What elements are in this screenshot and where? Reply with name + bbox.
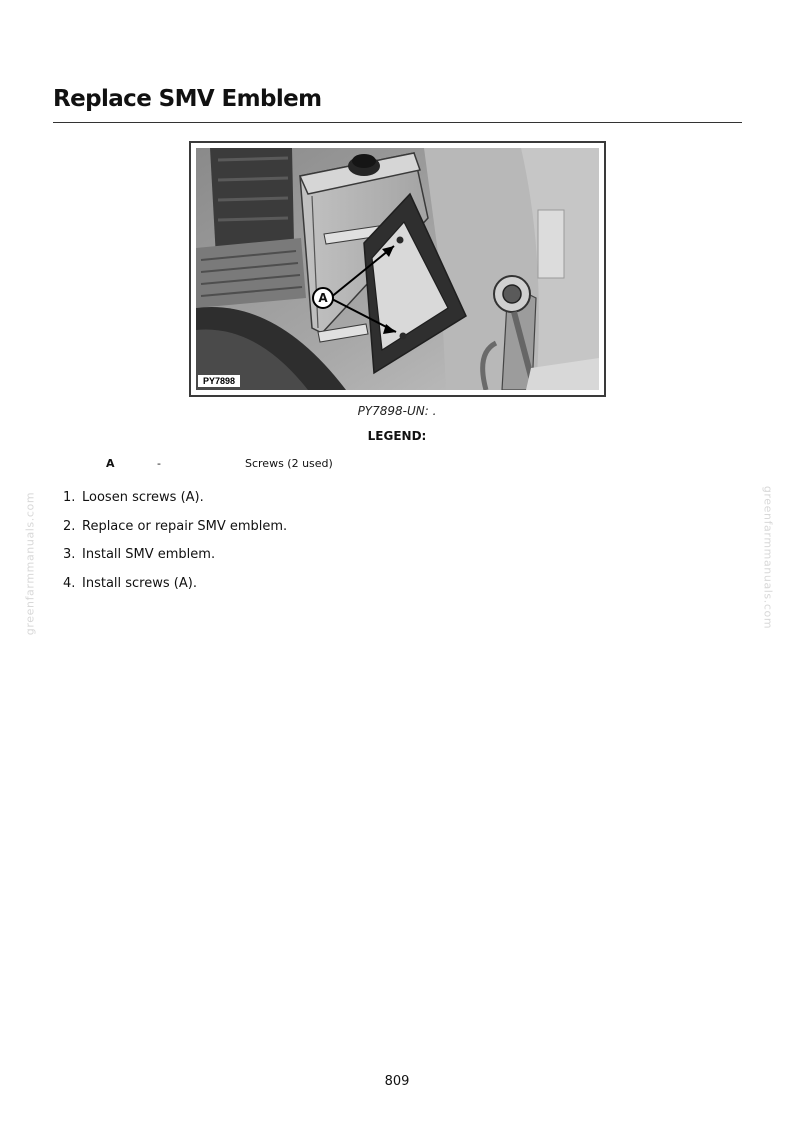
watermark-left: greenfarmmanuals.com bbox=[23, 491, 37, 636]
legend-dash: - bbox=[157, 457, 161, 470]
page-title: Replace SMV Emblem bbox=[53, 86, 322, 112]
step-item bbox=[63, 575, 287, 604]
step-number: 1. bbox=[63, 490, 76, 505]
figure-frame bbox=[189, 141, 606, 397]
step-text: Install screws (A). bbox=[82, 575, 197, 591]
image-id-label: PY7898 bbox=[198, 375, 240, 387]
legend-row bbox=[0, 457, 794, 473]
legend-key: A bbox=[106, 457, 115, 470]
callout-a-circle bbox=[312, 287, 334, 309]
step-text: Replace or repair SMV emblem. bbox=[82, 518, 288, 534]
step-number: 4. bbox=[63, 575, 76, 591]
legend-description: Screws (2 used) bbox=[245, 457, 333, 470]
step-text: Install SMV emblem. bbox=[82, 547, 216, 562]
page-number: 809 bbox=[384, 1074, 410, 1089]
step-item bbox=[63, 518, 287, 547]
step-number: 2. bbox=[63, 518, 76, 534]
legend-heading: LEGEND: bbox=[367, 429, 427, 443]
figure-caption: PY7898-UN: . bbox=[357, 404, 437, 418]
title-divider bbox=[53, 122, 742, 123]
step-number: 3. bbox=[63, 547, 76, 562]
step-item bbox=[63, 546, 287, 575]
step-text: Loosen screws (A). bbox=[82, 490, 204, 505]
procedure-steps bbox=[63, 489, 287, 603]
callout-a-label: A bbox=[318, 291, 328, 305]
watermark-right: greenfarmmanuals.com bbox=[761, 485, 775, 630]
smv-emblem-illustration bbox=[196, 148, 599, 390]
step-item bbox=[63, 489, 287, 518]
